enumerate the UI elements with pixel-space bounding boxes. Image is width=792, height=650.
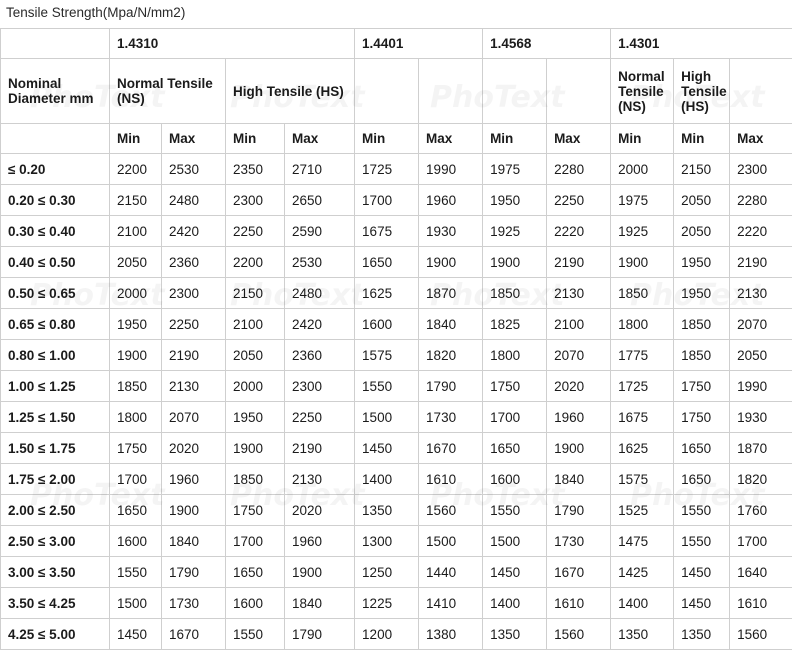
min-header: Min xyxy=(110,124,162,154)
value-cell: 1725 xyxy=(355,154,419,185)
value-cell: 1950 xyxy=(483,185,547,216)
empty-subheader-cell xyxy=(355,59,419,124)
value-cell: 1450 xyxy=(674,557,730,588)
value-cell: 2070 xyxy=(162,402,226,433)
value-cell: 1870 xyxy=(730,433,792,464)
value-cell: 1900 xyxy=(611,247,674,278)
value-cell: 1800 xyxy=(611,309,674,340)
value-cell: 1380 xyxy=(419,619,483,650)
diameter-cell: 0.20 ≤ 0.30 xyxy=(1,185,110,216)
value-cell: 1670 xyxy=(162,619,226,650)
value-cell: 1560 xyxy=(730,619,792,650)
grade-1-4301: 1.4301 xyxy=(611,29,792,59)
value-cell: 2150 xyxy=(674,154,730,185)
value-cell: 1350 xyxy=(355,495,419,526)
table-row xyxy=(1,526,792,557)
value-cell: 2480 xyxy=(285,278,355,309)
value-cell: 1840 xyxy=(419,309,483,340)
empty-subheader-cell xyxy=(730,59,792,124)
value-cell: 2050 xyxy=(110,247,162,278)
table-row xyxy=(1,278,792,309)
value-cell: 2150 xyxy=(226,278,285,309)
diameter-cell: 3.00 ≤ 3.50 xyxy=(1,557,110,588)
value-cell: 1900 xyxy=(110,340,162,371)
value-cell: 1730 xyxy=(547,526,611,557)
value-cell: 1960 xyxy=(285,526,355,557)
value-cell: 2300 xyxy=(162,278,226,309)
table-row xyxy=(1,557,792,588)
table-row xyxy=(1,433,792,464)
value-cell: 1550 xyxy=(674,526,730,557)
value-cell: 1670 xyxy=(547,557,611,588)
diameter-cell: 0.40 ≤ 0.50 xyxy=(1,247,110,278)
value-cell: 1250 xyxy=(355,557,419,588)
diameter-cell: 2.00 ≤ 2.50 xyxy=(1,495,110,526)
value-cell: 1925 xyxy=(611,216,674,247)
empty-subheader-cell xyxy=(419,59,483,124)
value-cell: 1840 xyxy=(547,464,611,495)
value-cell: 1550 xyxy=(110,557,162,588)
value-cell: 1450 xyxy=(355,433,419,464)
diameter-cell: 1.00 ≤ 1.25 xyxy=(1,371,110,402)
empty-minmax-cell xyxy=(1,124,110,154)
value-cell: 1960 xyxy=(419,185,483,216)
min-header: Min xyxy=(674,124,730,154)
value-cell: 2130 xyxy=(547,278,611,309)
value-cell: 1400 xyxy=(611,588,674,619)
diameter-cell: 3.50 ≤ 4.25 xyxy=(1,588,110,619)
value-cell: 2050 xyxy=(674,185,730,216)
value-cell: 2200 xyxy=(226,247,285,278)
value-cell: 2300 xyxy=(226,185,285,216)
table-row xyxy=(1,247,792,278)
value-cell: 1730 xyxy=(419,402,483,433)
diameter-cell: 1.50 ≤ 1.75 xyxy=(1,433,110,464)
value-cell: 1670 xyxy=(419,433,483,464)
value-cell: 1550 xyxy=(483,495,547,526)
value-cell: 2020 xyxy=(162,433,226,464)
diameter-cell: 1.25 ≤ 1.50 xyxy=(1,402,110,433)
value-cell: 1600 xyxy=(110,526,162,557)
value-cell: 2250 xyxy=(162,309,226,340)
value-cell: 1400 xyxy=(355,464,419,495)
value-cell: 1700 xyxy=(355,185,419,216)
value-cell: 2220 xyxy=(730,216,792,247)
nominal-diameter-header: Nominal Diameter mm xyxy=(1,59,110,124)
value-cell: 1550 xyxy=(355,371,419,402)
value-cell: 1975 xyxy=(611,185,674,216)
value-cell: 2710 xyxy=(285,154,355,185)
value-cell: 1650 xyxy=(355,247,419,278)
value-cell: 1700 xyxy=(730,526,792,557)
min-max-header-row xyxy=(1,124,792,154)
value-cell: 2530 xyxy=(162,154,226,185)
value-cell: 2280 xyxy=(730,185,792,216)
value-cell: 1760 xyxy=(730,495,792,526)
normal-tensile-header-1-4301: Normal Tensile (NS) xyxy=(611,59,674,124)
value-cell: 1700 xyxy=(110,464,162,495)
value-cell: 2000 xyxy=(226,371,285,402)
table-row xyxy=(1,588,792,619)
value-cell: 2650 xyxy=(285,185,355,216)
value-cell: 1930 xyxy=(419,216,483,247)
value-cell: 2250 xyxy=(226,216,285,247)
value-cell: 1975 xyxy=(483,154,547,185)
value-cell: 2200 xyxy=(110,154,162,185)
value-cell: 2250 xyxy=(285,402,355,433)
value-cell: 1990 xyxy=(419,154,483,185)
value-cell: 2300 xyxy=(730,154,792,185)
value-cell: 1640 xyxy=(730,557,792,588)
value-cell: 1750 xyxy=(674,371,730,402)
table-row xyxy=(1,185,792,216)
value-cell: 2280 xyxy=(547,154,611,185)
value-cell: 1410 xyxy=(419,588,483,619)
value-cell: 1950 xyxy=(674,278,730,309)
value-cell: 2020 xyxy=(547,371,611,402)
value-cell: 1925 xyxy=(483,216,547,247)
value-cell: 1850 xyxy=(226,464,285,495)
table-row xyxy=(1,154,792,185)
value-cell: 1700 xyxy=(483,402,547,433)
corner-cell xyxy=(1,29,110,59)
value-cell: 2100 xyxy=(547,309,611,340)
grade-1-4568: 1.4568 xyxy=(483,29,611,59)
table-row xyxy=(1,216,792,247)
value-cell: 1870 xyxy=(419,278,483,309)
value-cell: 1820 xyxy=(730,464,792,495)
value-cell: 2130 xyxy=(162,371,226,402)
diameter-cell: 0.30 ≤ 0.40 xyxy=(1,216,110,247)
min-header: Min xyxy=(226,124,285,154)
value-cell: 1500 xyxy=(419,526,483,557)
value-cell: 1575 xyxy=(611,464,674,495)
value-cell: 1750 xyxy=(483,371,547,402)
value-cell: 2070 xyxy=(547,340,611,371)
value-cell: 2250 xyxy=(547,185,611,216)
value-cell: 1610 xyxy=(730,588,792,619)
diameter-cell: ≤ 0.20 xyxy=(1,154,110,185)
value-cell: 1990 xyxy=(730,371,792,402)
value-cell: 1200 xyxy=(355,619,419,650)
value-cell: 1550 xyxy=(674,495,730,526)
value-cell: 1840 xyxy=(285,588,355,619)
value-cell: 2590 xyxy=(285,216,355,247)
diameter-cell: 0.65 ≤ 0.80 xyxy=(1,309,110,340)
value-cell: 1900 xyxy=(162,495,226,526)
value-cell: 2000 xyxy=(611,154,674,185)
value-cell: 1650 xyxy=(483,433,547,464)
table-caption: Tensile Strength(Mpa/N/mm2) xyxy=(0,0,185,28)
value-cell: 1840 xyxy=(162,526,226,557)
min-header: Min xyxy=(355,124,419,154)
value-cell: 1450 xyxy=(483,557,547,588)
max-header: Max xyxy=(162,124,226,154)
value-cell: 2480 xyxy=(162,185,226,216)
value-cell: 2300 xyxy=(285,371,355,402)
high-tensile-header-1-4301: High Tensile (HS) xyxy=(674,59,730,124)
value-cell: 1790 xyxy=(547,495,611,526)
value-cell: 1750 xyxy=(110,433,162,464)
table-row xyxy=(1,402,792,433)
value-cell: 1900 xyxy=(226,433,285,464)
value-cell: 1300 xyxy=(355,526,419,557)
value-cell: 1850 xyxy=(483,278,547,309)
value-cell: 1820 xyxy=(419,340,483,371)
value-cell: 1800 xyxy=(483,340,547,371)
value-cell: 2190 xyxy=(547,247,611,278)
value-cell: 1850 xyxy=(611,278,674,309)
value-cell: 1560 xyxy=(419,495,483,526)
value-cell: 1930 xyxy=(730,402,792,433)
diameter-cell: 0.50 ≤ 0.65 xyxy=(1,278,110,309)
value-cell: 1500 xyxy=(355,402,419,433)
value-cell: 1525 xyxy=(611,495,674,526)
diameter-cell: 0.80 ≤ 1.00 xyxy=(1,340,110,371)
value-cell: 2150 xyxy=(110,185,162,216)
grade-header-row xyxy=(1,29,792,59)
value-cell: 1950 xyxy=(226,402,285,433)
value-cell: 2050 xyxy=(730,340,792,371)
value-cell: 1800 xyxy=(110,402,162,433)
value-cell: 1500 xyxy=(110,588,162,619)
max-header: Max xyxy=(547,124,611,154)
value-cell: 1950 xyxy=(674,247,730,278)
subheader-row xyxy=(1,59,792,124)
value-cell: 1675 xyxy=(611,402,674,433)
max-header: Max xyxy=(730,124,792,154)
value-cell: 1350 xyxy=(611,619,674,650)
value-cell: 1650 xyxy=(110,495,162,526)
table-body xyxy=(1,154,792,650)
min-header: Min xyxy=(483,124,547,154)
value-cell: 1725 xyxy=(611,371,674,402)
diameter-cell: 4.25 ≤ 5.00 xyxy=(1,619,110,650)
value-cell: 2360 xyxy=(285,340,355,371)
value-cell: 1225 xyxy=(355,588,419,619)
value-cell: 1600 xyxy=(483,464,547,495)
value-cell: 1350 xyxy=(674,619,730,650)
value-cell: 2190 xyxy=(730,247,792,278)
value-cell: 2100 xyxy=(226,309,285,340)
value-cell: 2220 xyxy=(547,216,611,247)
value-cell: 2190 xyxy=(285,433,355,464)
value-cell: 2000 xyxy=(110,278,162,309)
table-row xyxy=(1,309,792,340)
value-cell: 1600 xyxy=(226,588,285,619)
value-cell: 2070 xyxy=(730,309,792,340)
value-cell: 1675 xyxy=(355,216,419,247)
min-header: Min xyxy=(611,124,674,154)
table-row xyxy=(1,464,792,495)
value-cell: 1560 xyxy=(547,619,611,650)
value-cell: 1900 xyxy=(483,247,547,278)
diameter-cell: 1.75 ≤ 2.00 xyxy=(1,464,110,495)
value-cell: 1425 xyxy=(611,557,674,588)
value-cell: 1450 xyxy=(110,619,162,650)
value-cell: 1625 xyxy=(611,433,674,464)
value-cell: 2130 xyxy=(285,464,355,495)
empty-subheader-cell xyxy=(483,59,547,124)
value-cell: 1790 xyxy=(162,557,226,588)
value-cell: 1900 xyxy=(285,557,355,588)
value-cell: 1350 xyxy=(483,619,547,650)
value-cell: 1610 xyxy=(419,464,483,495)
value-cell: 1850 xyxy=(110,371,162,402)
value-cell: 1550 xyxy=(226,619,285,650)
value-cell: 1950 xyxy=(110,309,162,340)
table-row xyxy=(1,371,792,402)
value-cell: 2190 xyxy=(162,340,226,371)
normal-tensile-header-1-4310: Normal Tensile (NS) xyxy=(110,59,226,124)
value-cell: 2050 xyxy=(226,340,285,371)
value-cell: 1500 xyxy=(483,526,547,557)
value-cell: 1850 xyxy=(674,340,730,371)
value-cell: 1790 xyxy=(285,619,355,650)
value-cell: 1850 xyxy=(674,309,730,340)
max-header: Max xyxy=(285,124,355,154)
value-cell: 1400 xyxy=(483,588,547,619)
value-cell: 1650 xyxy=(674,433,730,464)
value-cell: 1730 xyxy=(162,588,226,619)
value-cell: 1750 xyxy=(226,495,285,526)
value-cell: 1650 xyxy=(226,557,285,588)
value-cell: 2050 xyxy=(674,216,730,247)
value-cell: 1825 xyxy=(483,309,547,340)
max-header: Max xyxy=(419,124,483,154)
value-cell: 1700 xyxy=(226,526,285,557)
diameter-cell: 2.50 ≤ 3.00 xyxy=(1,526,110,557)
value-cell: 1790 xyxy=(419,371,483,402)
value-cell: 1475 xyxy=(611,526,674,557)
value-cell: 1610 xyxy=(547,588,611,619)
grade-1-4310: 1.4310 xyxy=(110,29,355,59)
table-row xyxy=(1,340,792,371)
value-cell: 1960 xyxy=(162,464,226,495)
value-cell: 1750 xyxy=(674,402,730,433)
value-cell: 2020 xyxy=(285,495,355,526)
value-cell: 2420 xyxy=(162,216,226,247)
value-cell: 1775 xyxy=(611,340,674,371)
value-cell: 2350 xyxy=(226,154,285,185)
table-row xyxy=(1,619,792,650)
value-cell: 1650 xyxy=(674,464,730,495)
value-cell: 2530 xyxy=(285,247,355,278)
value-cell: 2130 xyxy=(730,278,792,309)
value-cell: 1600 xyxy=(355,309,419,340)
value-cell: 1900 xyxy=(547,433,611,464)
empty-subheader-cell xyxy=(547,59,611,124)
value-cell: 1900 xyxy=(419,247,483,278)
grade-1-4401: 1.4401 xyxy=(355,29,483,59)
value-cell: 1575 xyxy=(355,340,419,371)
value-cell: 1450 xyxy=(674,588,730,619)
value-cell: 1625 xyxy=(355,278,419,309)
tensile-strength-table xyxy=(0,28,792,650)
high-tensile-header-1-4310: High Tensile (HS) xyxy=(226,59,355,124)
value-cell: 1960 xyxy=(547,402,611,433)
value-cell: 1440 xyxy=(419,557,483,588)
value-cell: 2360 xyxy=(162,247,226,278)
value-cell: 2420 xyxy=(285,309,355,340)
value-cell: 2100 xyxy=(110,216,162,247)
table-row xyxy=(1,495,792,526)
